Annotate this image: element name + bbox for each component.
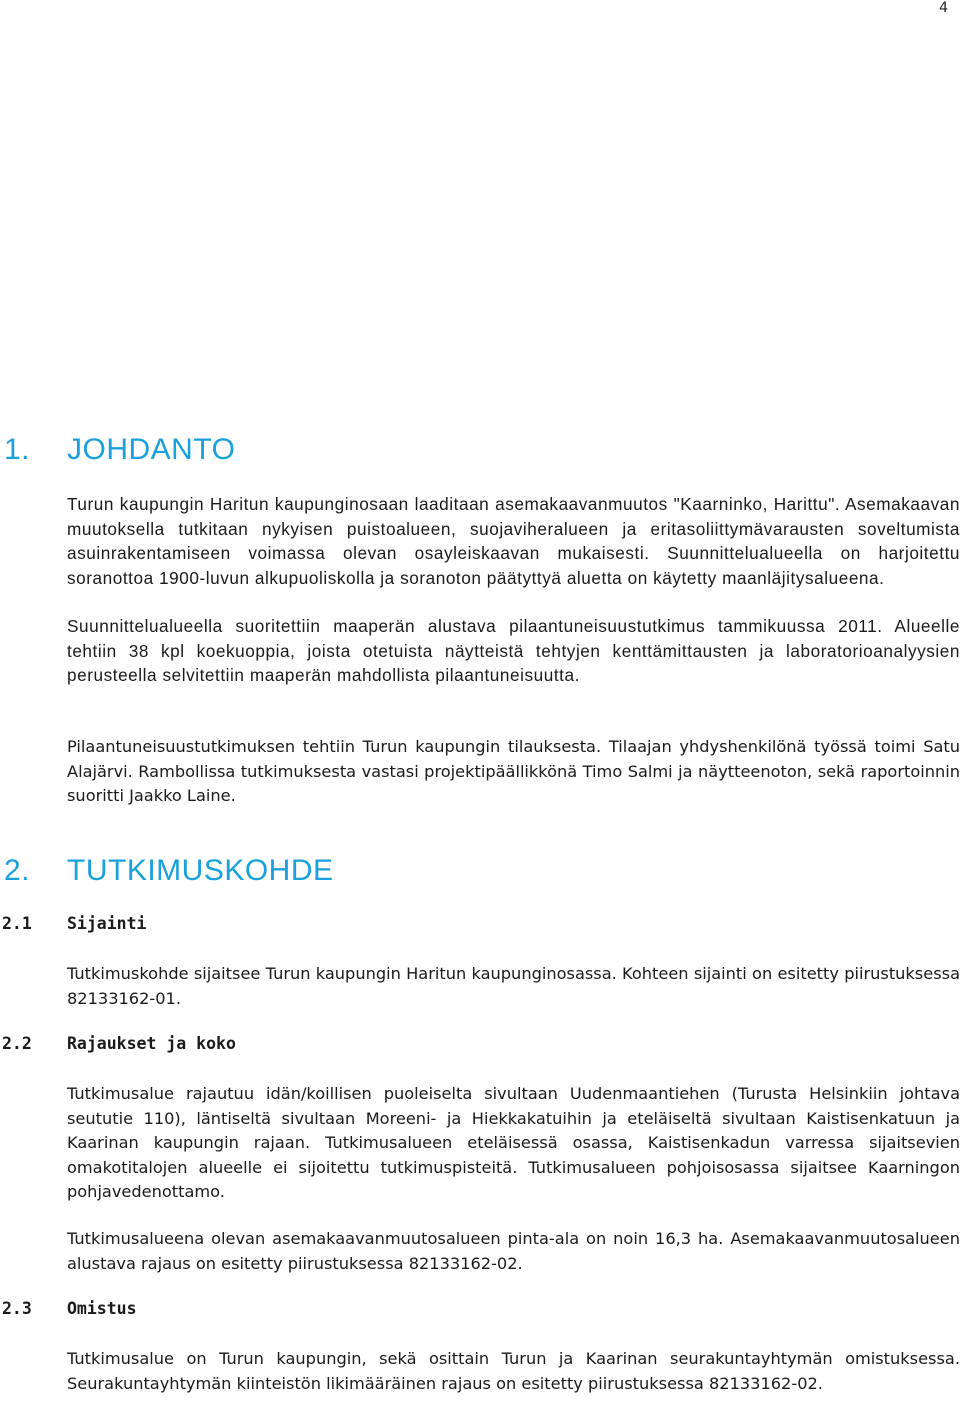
page-number: 4 (939, 0, 948, 16)
subsection-title: Omistus (67, 1299, 137, 1318)
subsection-number: 2.1 (2, 914, 32, 933)
paragraph: Tutkimusalue rajautuu idän/koillisen puoleiselta sivultaan Uudenmaantiehen (Turusta Helsinkiin johtava seututie 110), läntiseltä sivultaan Moreeni- ja Hiekkakatuihin ja eteläiseltä sivultaan Kaistisenkatuun ja Kaarinan kaupungin rajaan. Tutkimusalueen eteläisessä osassa, Kaistisenkadun varressa sijaitsevien omakotitalojen alueelle ei sijoitettu tutkimuspisteitä. Tutkimusalueen pohjoisosassa sijaitsee Kaarningon pohjavedenottamo. (67, 1084, 960, 1201)
paragraph: Tutkimusalue on Turun kaupungin, sekä osittain Turun ja Kaarinan seurakuntayhtymän omistuksessa. Seurakuntayhtymän kiinteistön likimääräinen rajaus on esitetty piirustuksessa 82133162-02. (67, 1349, 960, 1393)
section-number: 2. (4, 854, 31, 887)
section-title: JOHDANTO (67, 433, 236, 466)
paragraph: Tutkimusalueena olevan asemakaavanmuutosalueen pinta-ala on noin 16,3 ha. Asemakaavanmuutosalueen alustava rajaus on esitetty piirustuksessa 82133162-02. (67, 1229, 960, 1273)
paragraph: Tutkimuskohde sijaitsee Turun kaupungin Haritun kaupunginosassa. Kohteen sijainti on esitetty piirustuksessa 82133162-01. (67, 964, 960, 1008)
paragraph: Suunnittelualueella suoritettiin maaperän alustava pilaantuneisuustutkimus tammikuussa 2011. Alueelle tehtiin 38 kpl koekuoppia, joista otetuista näytteistä tehtyjen kenttämittausten ja laboratorioanalyysien perusteella selvitettiin maaperän mahdollista pilaantuneisuutta. (67, 616, 960, 685)
subsection-title: Rajaukset ja koko (67, 1034, 236, 1053)
subsection-number: 2.2 (2, 1034, 32, 1053)
paragraph: Turun kaupungin Haritun kaupunginosaan laaditaan asemakaavanmuutos "Kaarninko, Harittu". Asemakaavan muutoksella tutkitaan nykyisen puistoalueen, suojaviheralueen ja eritasoliittymävarausten soveltumista asuinrakentamiseen voimassa olevan osayleiskaavan mukaisesti. Suunnittelualueella on harjoitettu soranottoa 1900-luvun alkupuoliskolla ja soranoton päätyttyä aluetta on käytetty maanläjitysalueena. (67, 494, 960, 588)
section-number: 1. (4, 433, 31, 466)
section-title: TUTKIMUSKOHDE (67, 854, 334, 887)
subsection-title: Sijainti (67, 914, 147, 933)
subsection-number: 2.3 (2, 1299, 32, 1318)
paragraph: Pilaantuneisuustutkimuksen tehtiin Turun kaupungin tilauksesta. Tilaajan yhdyshenkilönä työssä toimi Satu Alajärvi. Rambollissa tutkimuksesta vastasi projektipäällikkönä Timo Salmi ja näytteenoton, sekä raportoinnin suoritti Jaakko Laine. (67, 737, 960, 805)
